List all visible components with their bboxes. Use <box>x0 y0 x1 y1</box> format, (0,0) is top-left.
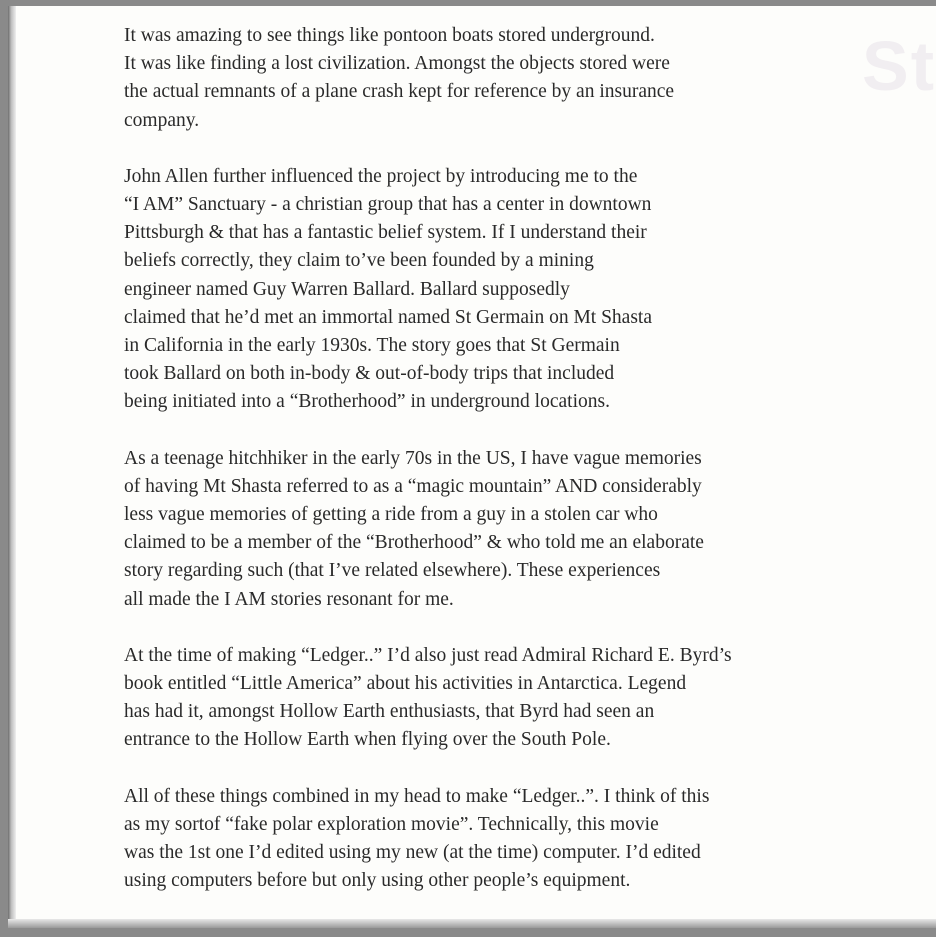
text-line: of having Mt Shasta referred to as a “magic mountain” AND considerably <box>124 475 702 497</box>
text-line: all made the I AM stories resonant for me. <box>124 588 454 610</box>
text-line: All of these things combined in my head to make “Ledger..”. I think of this <box>124 785 710 807</box>
page-gutter-shadow <box>8 6 16 928</box>
text-line: book entitled “Little America” about his activities in Antarctica. Legend <box>124 673 687 695</box>
text-line: claimed that he’d met an immortal named St Germain on Mt Shasta <box>124 306 652 328</box>
text-line: less vague memories of getting a ride from a guy in a stolen car who <box>124 504 658 526</box>
text-line: It was like finding a lost civilization. Amongst the objects stored were <box>124 53 670 75</box>
paragraph-3 <box>124 445 844 614</box>
text-line: being initiated into a “Brotherhood” in underground locations. <box>124 391 610 413</box>
paragraph-4 <box>124 642 844 755</box>
paragraph-1 <box>124 22 844 135</box>
text-line: “I AM” Sanctuary - a christian group that has a center in downtown <box>124 194 652 216</box>
text-line: claimed to be a member of the “Brotherhood” & who told me an elaborate <box>124 532 704 554</box>
body-text <box>124 22 844 923</box>
book-page <box>8 6 936 928</box>
text-line: beliefs correctly, they claim to’ve been founded by a mining <box>124 250 594 272</box>
text-line: story regarding such (that I’ve related elsewhere). These experiences <box>124 560 661 582</box>
text-line: engineer named Guy Warren Ballard. Ballard supposedly <box>124 278 570 300</box>
text-line: entrance to the Hollow Earth when flying over the South Pole. <box>124 729 611 751</box>
paragraph-2 <box>124 163 844 417</box>
text-line: has had it, amongst Hollow Earth enthusiasts, that Byrd had seen an <box>124 701 655 723</box>
text-line: John Allen further influenced the project by introducing me to the <box>124 165 638 187</box>
text-line: as my sortof “fake polar exploration movie”. Technically, this movie <box>124 813 659 835</box>
text-line: company. <box>124 109 200 131</box>
text-line: took Ballard on both in-body & out-of-body trips that included <box>124 363 615 385</box>
text-line: using computers before but only using other people’s equipment. <box>124 870 631 892</box>
text-line: It was amazing to see things like pontoon boats stored underground. <box>124 25 655 46</box>
text-line: As a teenage hitchhiker in the early 70s in the US, I have vague memories <box>124 447 702 469</box>
text-line: was the 1st one I’d edited using my new (at the time) computer. I’d edited <box>124 842 701 864</box>
text-line: the actual remnants of a plane crash kept for reference by an insurance <box>124 81 675 103</box>
page-bottom-edge <box>8 919 936 928</box>
text-line: in California in the early 1930s. The story goes that St Germain <box>124 335 620 357</box>
text-line: Pittsburgh & that has a fantastic belief system. If I understand their <box>124 222 647 244</box>
paragraph-5 <box>124 783 844 896</box>
bleed-through-heading: St <box>862 27 936 105</box>
text-line: At the time of making “Ledger..” I’d also just read Admiral Richard E. Byrd’s <box>124 644 732 666</box>
